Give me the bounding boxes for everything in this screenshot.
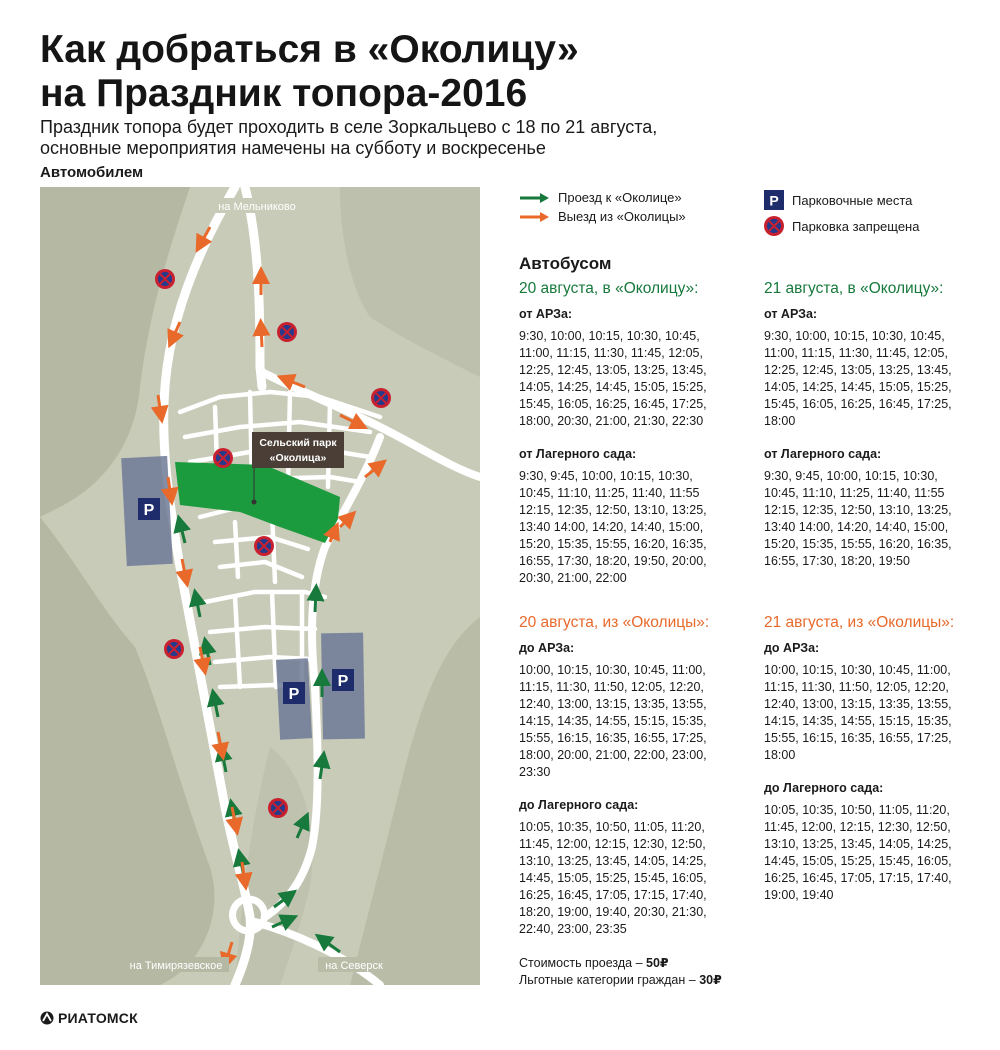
green-arrow-icon: [520, 192, 550, 204]
time-line: 12:25, 12:45, 13:05, 13:25, 13:45,: [764, 363, 952, 377]
time-line: 12:40, 13:00, 13:15, 13:35, 13:55,: [519, 697, 707, 711]
times-list: [764, 328, 994, 430]
parking-label: P: [143, 502, 155, 519]
time-line: 14:05, 14:25, 14:45, 15:05, 15:25,: [764, 380, 952, 394]
label-seversk: на Северск: [325, 960, 383, 972]
times-list: [764, 468, 994, 570]
time-line: 19:00, 19:40: [764, 888, 834, 902]
time-line: 16:25, 16:45, 17:05, 17:15, 17:40,: [764, 871, 952, 885]
time-line: 15:45, 16:05, 16:25, 16:45, 17:25,: [519, 397, 707, 411]
time-line: 14:15, 14:35, 14:55, 15:15, 15:35,: [519, 714, 707, 728]
time-line: 23:30: [519, 765, 551, 779]
time-line: 13:10, 13:25, 13:45, 14:05, 14:25,: [519, 854, 707, 868]
time-line: 12:15, 12:35, 12:50, 13:10, 13:25,: [519, 503, 707, 517]
time-line: 13:40 14:00, 14:20, 14:40, 15:00,: [764, 520, 949, 534]
car-section-heading: Автомобилем: [40, 164, 144, 181]
subtitle-line-1: Праздник топора будет проходить в селе Зоркальцево с 18 по 21 августа,: [40, 117, 658, 137]
time-line: 10:45, 11:10, 11:25, 11:40, 11:55: [764, 486, 945, 500]
park-label-line-2: «Околица»: [269, 452, 327, 464]
times-list: [519, 328, 749, 430]
parking-label: P: [337, 673, 349, 690]
parking-label: P: [288, 686, 300, 703]
time-line: 16:55, 17:30, 18:20, 19:50: [764, 554, 910, 568]
bus-section-heading: Автобусом: [519, 254, 612, 273]
no-parking-icon: [764, 216, 784, 236]
schedule-heading: 21 августа, в «Околицу»:: [764, 280, 944, 297]
stop-name: до Лагерного сада:: [764, 781, 884, 795]
time-line: 22:40, 23:00, 23:35: [519, 922, 627, 936]
map-label-bottom-right: [318, 957, 390, 972]
time-line: 10:45, 11:10, 11:25, 11:40, 11:55: [519, 486, 700, 500]
times-list: [519, 662, 749, 781]
stop-name: до АРЗа:: [519, 641, 575, 655]
time-line: 9:30, 10:00, 10:15, 10:30, 10:45,: [519, 329, 700, 343]
time-line: 10:05, 10:35, 10:50, 11:05, 11:20,: [519, 820, 705, 834]
schedule-from-21: [764, 614, 994, 920]
time-line: 10:05, 10:35, 10:50, 11:05, 11:20,: [764, 803, 950, 817]
time-line: 15:45, 16:05, 16:25, 16:45, 17:25,: [764, 397, 952, 411]
schedule-to-21: [764, 280, 994, 586]
fare-line: [519, 955, 722, 972]
time-line: 18:00, 20:00, 21:00, 22:00, 23:00,: [519, 748, 707, 762]
time-line: 18:00, 20:30, 21:00, 21:30, 22:30: [519, 414, 704, 428]
subtitle: [40, 117, 940, 159]
time-line: 16:55, 17:30, 18:20, 19:50, 20:00,: [519, 554, 707, 568]
schedule-heading: 20 августа, из «Околицы»:: [519, 614, 710, 631]
stop-name: от АРЗа:: [519, 307, 573, 321]
logo-icon: [40, 1011, 54, 1025]
parking-area: [121, 456, 173, 566]
parking-area: [276, 658, 312, 740]
orange-arrow-icon: [520, 211, 550, 223]
time-line: 11:00, 11:15, 11:30, 11:45, 12:05,: [519, 346, 703, 360]
fare-label: Стоимость проезда –: [519, 956, 643, 970]
legend-parking-label: Парковочные места: [792, 192, 913, 208]
legend-no-parking-label: Парковка запрещена: [792, 218, 920, 234]
fare-info: [519, 955, 722, 989]
page-title: [40, 28, 980, 116]
time-line: 9:30, 9:45, 10:00, 10:15, 10:30,: [764, 469, 938, 483]
time-line: 18:00: [764, 748, 796, 762]
ria-tomsk-logo[interactable]: [40, 1010, 138, 1026]
schedule-heading: 21 августа, из «Околицы»:: [764, 614, 955, 631]
time-line: 10:00, 10:15, 10:30, 10:45, 11:00,: [764, 663, 951, 677]
time-line: 18:20, 19:00, 19:40, 20:30, 21:30,: [519, 905, 707, 919]
label-timiryazevskoe: на Тимирязевское: [129, 960, 223, 972]
legend-arrow-in-label: Проезд к «Околице»: [558, 190, 682, 205]
legend-parking: [764, 190, 912, 210]
parking-area: [321, 633, 365, 740]
time-line: 11:45, 12:00, 12:15, 12:30, 12:50,: [519, 837, 706, 851]
time-line: 14:45, 15:05, 15:25, 15:45, 16:05,: [519, 871, 707, 885]
legend-no-parking: [764, 216, 919, 236]
stop-name: до АРЗа:: [764, 641, 820, 655]
stop-name: от Лагерного сада:: [519, 447, 637, 461]
park-label-line-1: Сельский парк: [259, 437, 337, 449]
title-line-2: на Праздник топора-2016: [40, 72, 528, 115]
time-line: 11:15, 11:30, 11:50, 12:05, 12:20,: [764, 680, 949, 694]
route-map: [40, 187, 480, 985]
label-melnikovo: на Мельниково: [218, 201, 296, 213]
time-line: 12:15, 12:35, 12:50, 13:10, 13:25,: [764, 503, 952, 517]
times-list: [764, 662, 994, 764]
time-line: 14:05, 14:25, 14:45, 15:05, 15:25,: [519, 380, 707, 394]
time-line: 11:45, 12:00, 12:15, 12:30, 12:50,: [764, 820, 951, 834]
time-line: 13:40 14:00, 14:20, 14:40, 15:00,: [519, 520, 704, 534]
times-list: [519, 468, 749, 587]
legend-arrow-out: [520, 209, 686, 224]
logo-text: РИАТОМСК: [58, 1010, 138, 1026]
parking-icon: [764, 190, 784, 210]
stop-name: от Лагерного сада:: [764, 447, 882, 461]
parking-legend-symbol: P: [769, 192, 779, 209]
times-list: [519, 819, 749, 938]
time-line: 14:45, 15:05, 15:25, 15:45, 16:05,: [764, 854, 952, 868]
time-line: 11:15, 11:30, 11:50, 12:05, 12:20,: [519, 680, 704, 694]
subtitle-line-2: основные мероприятия намечены на субботу и воскресенье: [40, 138, 546, 158]
legend-arrow-in: [520, 190, 682, 205]
time-line: 11:00, 11:15, 11:30, 11:45, 12:05,: [764, 346, 948, 360]
time-line: 20:30, 21:00, 22:00: [519, 571, 627, 585]
time-line: 14:15, 14:35, 14:55, 15:15, 15:35,: [764, 714, 952, 728]
time-line: 12:40, 13:00, 13:15, 13:35, 13:55,: [764, 697, 952, 711]
time-line: 15:55, 16:15, 16:35, 16:55, 17:25,: [519, 731, 707, 745]
map-label-bottom-left: [124, 957, 229, 972]
map-label-top: [212, 198, 302, 213]
discount-label: Льготные категории граждан –: [519, 973, 696, 987]
time-line: 18:00: [764, 414, 796, 428]
time-line: 15:20, 15:35, 15:55, 16:20, 16:35,: [764, 537, 952, 551]
schedule-heading: 20 августа, в «Околицу»:: [519, 280, 699, 297]
legend-arrow-out-label: Выезд из «Околицы»: [558, 209, 686, 224]
schedule-from-20: [519, 614, 749, 954]
schedule-to-20: [519, 280, 749, 603]
time-line: 10:00, 10:15, 10:30, 10:45, 11:00,: [519, 663, 706, 677]
discount-line: [519, 972, 722, 989]
stop-name: от АРЗа:: [764, 307, 818, 321]
time-line: 13:10, 13:25, 13:45, 14:05, 14:25,: [764, 837, 952, 851]
times-list: [764, 802, 994, 904]
time-line: 16:25, 16:45, 17:05, 17:15, 17:40,: [519, 888, 707, 902]
time-line: 9:30, 10:00, 10:15, 10:30, 10:45,: [764, 329, 945, 343]
time-line: 15:20, 15:35, 15:55, 16:20, 16:35,: [519, 537, 707, 551]
title-line-1: Как добраться в «Околицу»: [40, 28, 579, 71]
discount-value: 30₽: [699, 973, 722, 987]
time-line: 12:25, 12:45, 13:05, 13:25, 13:45,: [519, 363, 707, 377]
time-line: 15:55, 16:15, 16:35, 16:55, 17:25,: [764, 731, 952, 745]
time-line: 9:30, 9:45, 10:00, 10:15, 10:30,: [519, 469, 693, 483]
stop-name: до Лагерного сада:: [519, 798, 639, 812]
fare-value: 50₽: [646, 956, 669, 970]
